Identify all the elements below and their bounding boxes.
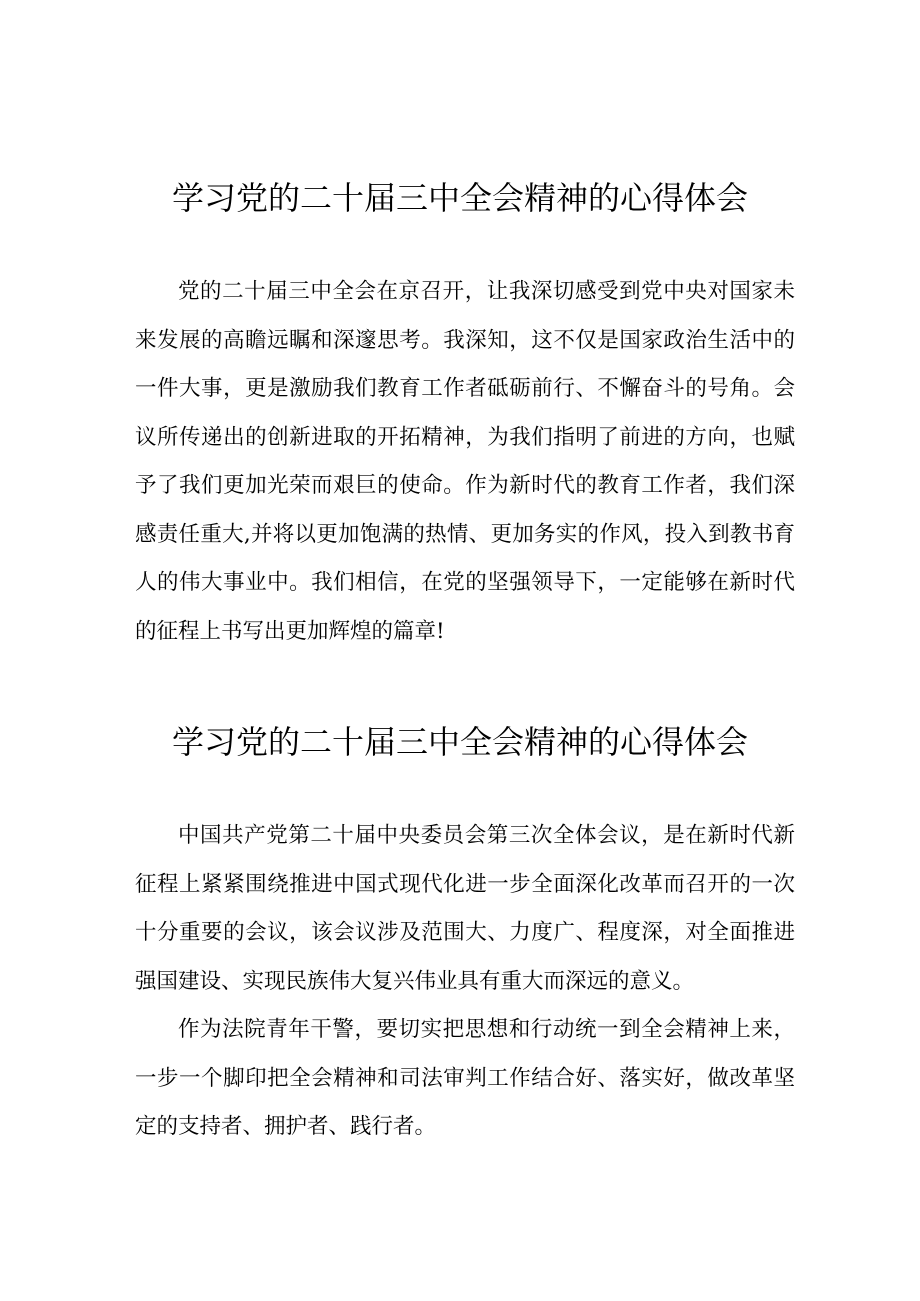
section-title: 学习党的二十届三中全会精神的心得体会 xyxy=(171,179,748,217)
paragraph: 作为法院青年干警，要切实把思想和行动统一到全会精神上来，一步一个脚印把全会精神和司法审判工作结合好、落实好，做改革坚定的支持者、拥护者、践行者。 xyxy=(135,1017,795,1139)
paragraph: 党的二十届三中全会在京召开，让我深切感受到党中央对国家未来发展的高瞻远瞩和深邃思考。我深知，这不仅是国家政治生活中的一件大事，更是激励我们教育工作者砥砺前行、不懈奋斗的号角。会议所传递出的创新进取的开拓精神，为我们指明了前进的方向，也赋予了我们更加光荣而艰巨的使命。作为新时代的教育工作者，我们深感责任重大,并将以更加饱满的热情、更加务实的作风，投入到教书育人的伟大事业中。我们相信，在党的坚强领导下，一定能够在新时代的征程上书写出更加辉煌的篇章! xyxy=(135,279,795,644)
paragraph: 中国共产党第二十届中央委员会第三次全体会议，是在新时代新征程上紧紧围绕推进中国式现代化进一步全面深化改革而召开的一次十分重要的会议，该会议涉及范围大、力度广、程度深，对全面推进强国建设、实现民族伟大复兴伟业具有重大而深远的意义。 xyxy=(135,823,795,994)
section-title: 学习党的二十届三中全会精神的心得体会 xyxy=(171,723,748,761)
section-body xyxy=(135,812,795,1152)
section-body xyxy=(135,268,795,656)
